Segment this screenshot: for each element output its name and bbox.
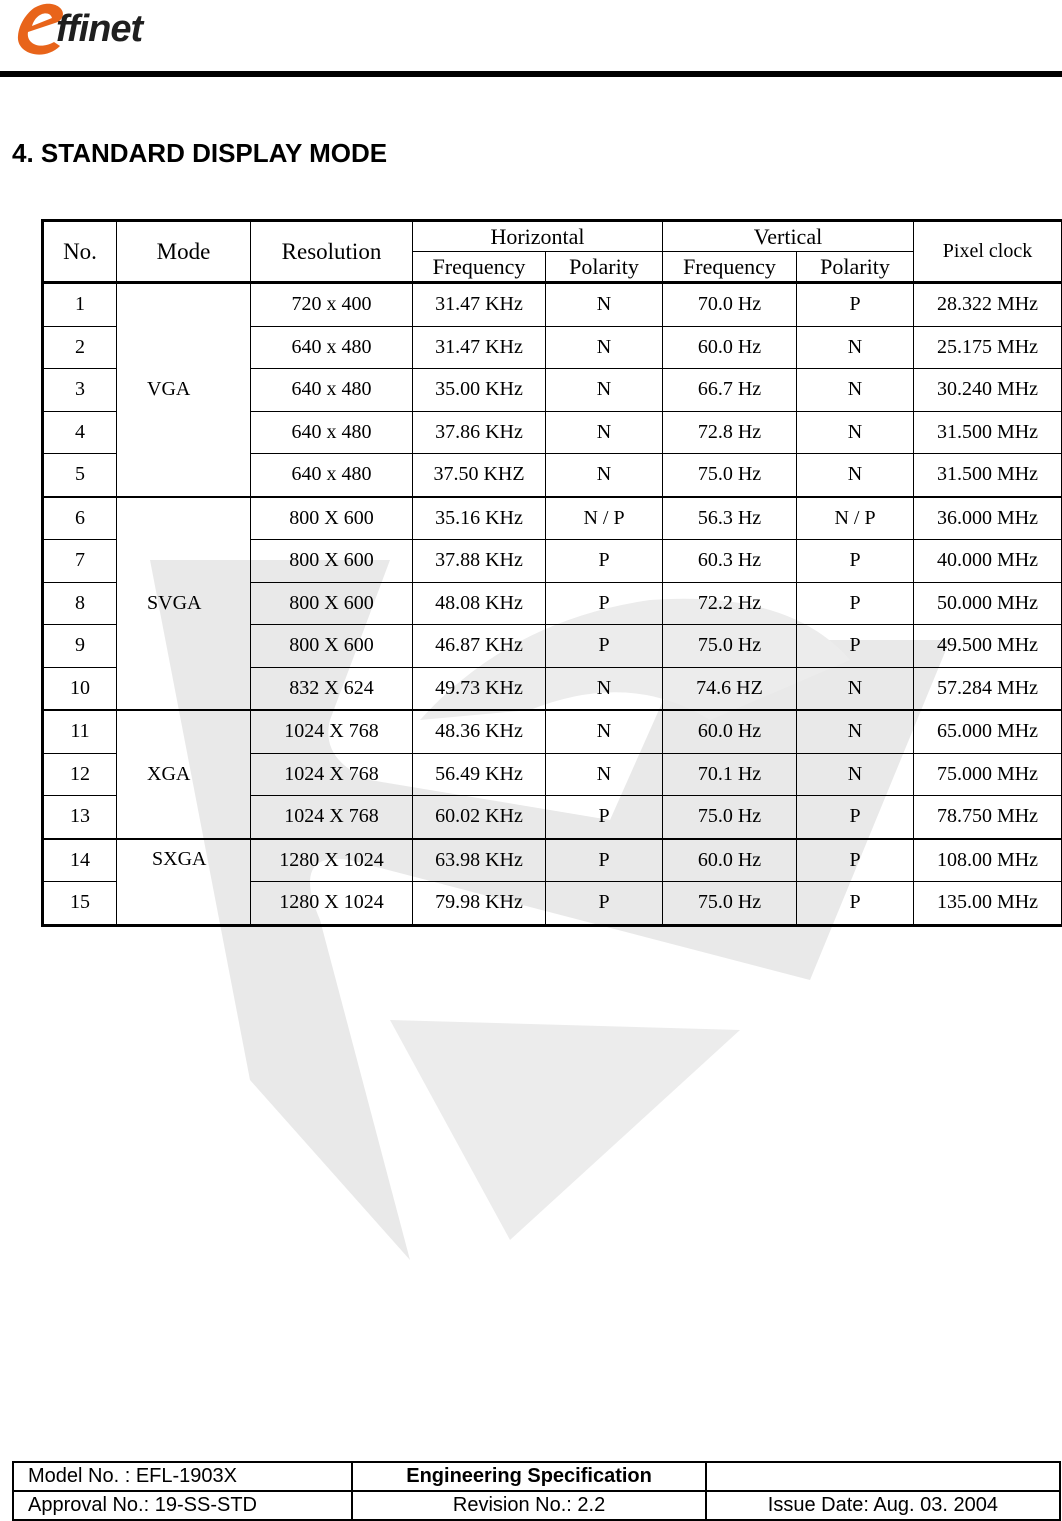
cell-v-frequency: 72.2 Hz xyxy=(663,582,797,625)
cell-resolution: 1024 X 768 xyxy=(251,710,413,753)
effinet-logo xyxy=(14,2,184,58)
cell-v-polarity: P xyxy=(797,540,914,583)
cell-resolution: 1024 X 768 xyxy=(251,753,413,796)
cell-h-frequency: 31.47 KHz xyxy=(413,283,546,327)
cell-resolution: 640 x 480 xyxy=(251,369,413,412)
cell-h-polarity: N xyxy=(546,454,663,497)
cell-h-polarity: N xyxy=(546,326,663,369)
cell-v-frequency: 72.8 Hz xyxy=(663,411,797,454)
cell-pixel-clock: 36.000 MHz xyxy=(914,497,1062,540)
cell-no: 11 xyxy=(43,710,117,753)
cell-v-polarity: P xyxy=(797,582,914,625)
footer-doc-type: Engineering Specification xyxy=(352,1462,705,1491)
cell-resolution: 800 X 600 xyxy=(251,540,413,583)
cell-no: 14 xyxy=(43,839,117,882)
cell-no: 7 xyxy=(43,540,117,583)
cell-pixel-clock: 31.500 MHz xyxy=(914,454,1062,497)
cell-resolution: 640 x 480 xyxy=(251,454,413,497)
cell-pixel-clock: 65.000 MHz xyxy=(914,710,1062,753)
cell-no: 3 xyxy=(43,369,117,412)
cell-v-frequency: 60.3 Hz xyxy=(663,540,797,583)
footer-approval-no: Approval No.: 19-SS-STD xyxy=(13,1491,352,1520)
cell-h-polarity: N xyxy=(546,753,663,796)
cell-pixel-clock: 30.240 MHz xyxy=(914,369,1062,412)
cell-h-frequency: 56.49 KHz xyxy=(413,753,546,796)
cell-pixel-clock: 75.000 MHz xyxy=(914,753,1062,796)
cell-resolution: 800 X 600 xyxy=(251,497,413,540)
cell-v-polarity: N / P xyxy=(797,497,914,540)
footer-table xyxy=(12,1461,1061,1521)
cell-resolution: 720 x 400 xyxy=(251,283,413,327)
cell-v-polarity: P xyxy=(797,283,914,327)
cell-h-polarity: N xyxy=(546,283,663,327)
cell-v-frequency: 60.0 Hz xyxy=(663,839,797,882)
cell-v-frequency: 70.0 Hz xyxy=(663,283,797,327)
cell-no: 4 xyxy=(43,411,117,454)
cell-h-polarity: N xyxy=(546,411,663,454)
cell-h-polarity: P xyxy=(546,625,663,668)
cell-h-polarity: N xyxy=(546,667,663,710)
cell-h-frequency: 46.87 KHz xyxy=(413,625,546,668)
cell-v-polarity: P xyxy=(797,882,914,926)
cell-v-frequency: 75.0 Hz xyxy=(663,625,797,668)
header-v-frequency: Frequency xyxy=(663,252,797,283)
cell-v-polarity: N xyxy=(797,369,914,412)
cell-resolution: 800 X 600 xyxy=(251,625,413,668)
cell-no: 9 xyxy=(43,625,117,668)
cell-h-frequency: 37.86 KHz xyxy=(413,411,546,454)
table-row xyxy=(43,710,1062,753)
mode-group-vga: VGA xyxy=(117,283,251,497)
cell-resolution: 640 x 480 xyxy=(251,326,413,369)
mode-group-sxga: SXGA xyxy=(117,839,251,926)
cell-v-frequency: 75.0 Hz xyxy=(663,454,797,497)
cell-v-polarity: P xyxy=(797,839,914,882)
table-row xyxy=(43,497,1062,540)
footer-issue-date: Issue Date: Aug. 03. 2004 xyxy=(706,1491,1060,1520)
cell-v-frequency: 70.1 Hz xyxy=(663,753,797,796)
cell-h-frequency: 48.36 KHz xyxy=(413,710,546,753)
cell-h-polarity: P xyxy=(546,882,663,926)
cell-h-frequency: 48.08 KHz xyxy=(413,582,546,625)
cell-no: 15 xyxy=(43,882,117,926)
cell-pixel-clock: 25.175 MHz xyxy=(914,326,1062,369)
cell-no: 5 xyxy=(43,454,117,497)
cell-v-polarity: P xyxy=(797,796,914,839)
cell-v-frequency: 75.0 Hz xyxy=(663,796,797,839)
cell-v-frequency: 66.7 Hz xyxy=(663,369,797,412)
cell-pixel-clock: 78.750 MHz xyxy=(914,796,1062,839)
cell-h-polarity: N xyxy=(546,369,663,412)
cell-resolution: 1280 X 1024 xyxy=(251,839,413,882)
section-title: 4. STANDARD DISPLAY MODE xyxy=(12,138,388,168)
cell-h-frequency: 60.02 KHz xyxy=(413,796,546,839)
cell-h-polarity: N xyxy=(546,710,663,753)
cell-no: 8 xyxy=(43,582,117,625)
mode-group-xga: XGA xyxy=(117,710,251,839)
table-row xyxy=(43,839,1062,882)
cell-pixel-clock: 108.00 MHz xyxy=(914,839,1062,882)
header-vertical: Vertical xyxy=(663,221,914,252)
cell-v-frequency: 74.6 HZ xyxy=(663,667,797,710)
cell-pixel-clock: 49.500 MHz xyxy=(914,625,1062,668)
cell-v-polarity: P xyxy=(797,625,914,668)
cell-pixel-clock: 40.000 MHz xyxy=(914,540,1062,583)
cell-h-frequency: 49.73 KHz xyxy=(413,667,546,710)
cell-v-polarity: N xyxy=(797,710,914,753)
cell-h-polarity: P xyxy=(546,540,663,583)
cell-resolution: 1280 X 1024 xyxy=(251,882,413,926)
cell-resolution: 640 x 480 xyxy=(251,411,413,454)
cell-pixel-clock: 28.322 MHz xyxy=(914,283,1062,327)
cell-h-frequency: 31.47 KHz xyxy=(413,326,546,369)
header-rule xyxy=(0,71,1062,77)
cell-v-frequency: 75.0 Hz xyxy=(663,882,797,926)
cell-no: 12 xyxy=(43,753,117,796)
table-row xyxy=(43,283,1062,327)
cell-h-frequency: 79.98 KHz xyxy=(413,882,546,926)
header-v-polarity: Polarity xyxy=(797,252,914,283)
header-no: No. xyxy=(43,221,117,283)
cell-v-frequency: 56.3 Hz xyxy=(663,497,797,540)
cell-h-frequency: 37.88 KHz xyxy=(413,540,546,583)
cell-v-polarity: N xyxy=(797,753,914,796)
display-mode-table xyxy=(41,219,1062,927)
cell-v-frequency: 60.0 Hz xyxy=(663,326,797,369)
cell-resolution: 832 X 624 xyxy=(251,667,413,710)
cell-pixel-clock: 57.284 MHz xyxy=(914,667,1062,710)
cell-h-frequency: 63.98 KHz xyxy=(413,839,546,882)
header-h-frequency: Frequency xyxy=(413,252,546,283)
cell-no: 13 xyxy=(43,796,117,839)
header-h-polarity: Polarity xyxy=(546,252,663,283)
cell-h-polarity: P xyxy=(546,839,663,882)
cell-resolution: 800 X 600 xyxy=(251,582,413,625)
footer-revision-no: Revision No.: 2.2 xyxy=(352,1491,705,1520)
header-horizontal: Horizontal xyxy=(413,221,663,252)
cell-v-polarity: N xyxy=(797,411,914,454)
cell-no: 1 xyxy=(43,283,117,327)
cell-v-polarity: N xyxy=(797,667,914,710)
footer-model-no: Model No. : EFL-1903X xyxy=(13,1462,352,1491)
cell-h-polarity: N / P xyxy=(546,497,663,540)
cell-v-frequency: 60.0 Hz xyxy=(663,710,797,753)
cell-pixel-clock: 50.000 MHz xyxy=(914,582,1062,625)
header-mode: Mode xyxy=(117,221,251,283)
cell-pixel-clock: 135.00 MHz xyxy=(914,882,1062,926)
cell-v-polarity: N xyxy=(797,326,914,369)
cell-h-frequency: 35.00 KHz xyxy=(413,369,546,412)
cell-resolution: 1024 X 768 xyxy=(251,796,413,839)
header-pixel-clock: Pixel clock xyxy=(914,221,1062,283)
footer-blank xyxy=(706,1462,1060,1491)
cell-no: 10 xyxy=(43,667,117,710)
header-resolution: Resolution xyxy=(251,221,413,283)
mode-group-svga: SVGA xyxy=(117,497,251,711)
cell-h-frequency: 37.50 KHZ xyxy=(413,454,546,497)
logo-text: ffinet xyxy=(56,8,143,50)
cell-pixel-clock: 31.500 MHz xyxy=(914,411,1062,454)
cell-no: 2 xyxy=(43,326,117,369)
cell-no: 6 xyxy=(43,497,117,540)
cell-h-polarity: P xyxy=(546,582,663,625)
cell-h-frequency: 35.16 KHz xyxy=(413,497,546,540)
cell-v-polarity: N xyxy=(797,454,914,497)
cell-h-polarity: P xyxy=(546,796,663,839)
